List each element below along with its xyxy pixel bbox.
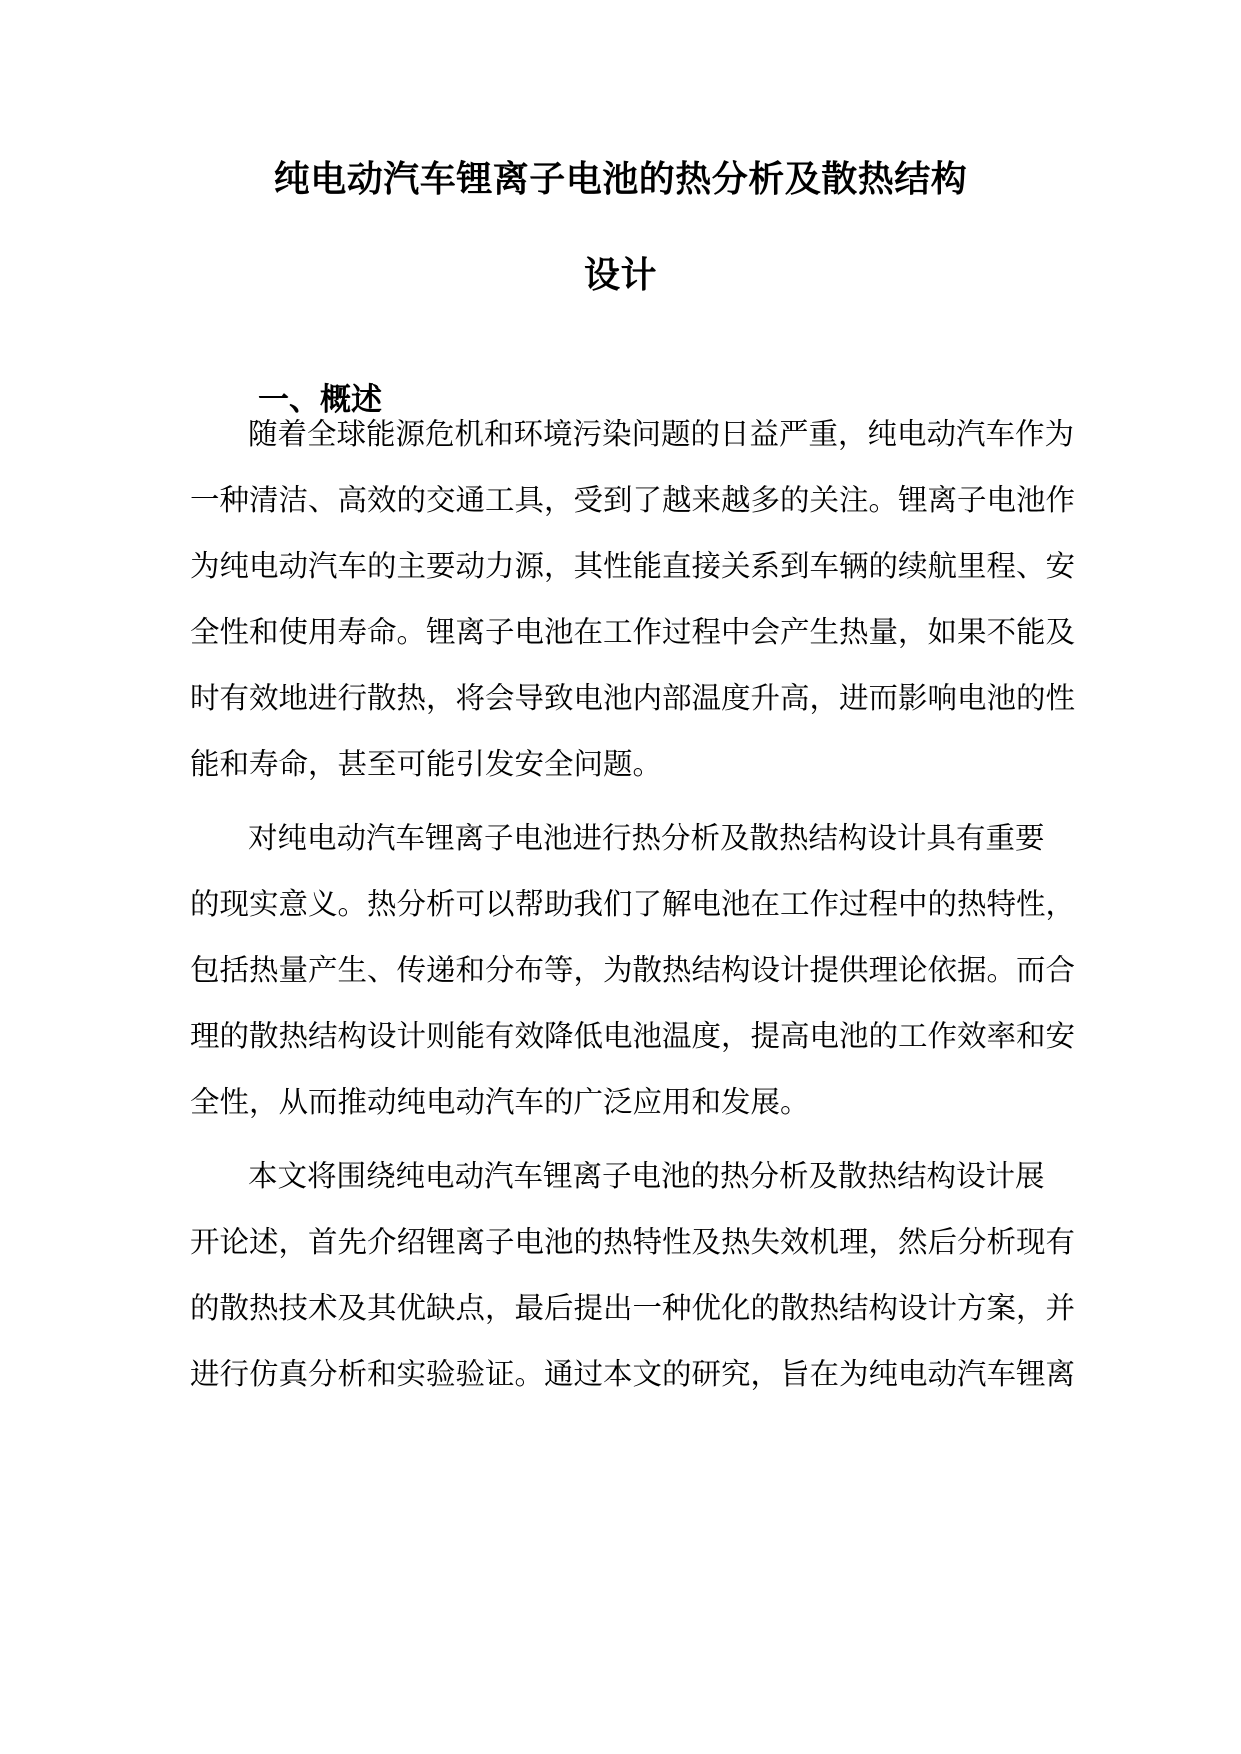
paragraph-2-line-1: 对纯电动汽车锂离子电池进行热分析及散热结构设计具有重要 (248, 821, 1045, 855)
paragraph-3-line-1: 本文将围绕纯电动汽车锂离子电池的热分析及散热结构设计展 (248, 1159, 1045, 1193)
paragraph-1-line-1: 随着全球能源危机和环境污染问题的日益严重，纯电动汽车作为 (248, 417, 1075, 451)
paragraph-1-line-4: 全性和使用寿命。锂离子电池在工作过程中会产生热量，如果不能及 (190, 615, 1076, 649)
paragraph-2-line-2: 的现实意义。热分析可以帮助我们了解电池在工作过程中的热特性， (190, 887, 1076, 921)
document-title-line-1: 纯电动汽车锂离子电池的热分析及散热结构 (273, 159, 968, 200)
paragraph-1-line-6: 能和寿命，甚至可能引发安全问题。 (190, 747, 663, 781)
paragraph-2-line-3: 包括热量产生、传递和分布等，为散热结构设计提供理论依据。而合 (190, 953, 1076, 987)
paragraph-2-line-4: 理的散热结构设计则能有效降低电池温度，提高电池的工作效率和安 (190, 1019, 1076, 1053)
section-heading: 一、概述 (258, 382, 382, 418)
paragraph-2-line-5: 全性，从而推动纯电动汽车的广泛应用和发展。 (190, 1085, 810, 1119)
paragraph-3-line-4: 进行仿真分析和实验验证。通过本文的研究，旨在为纯电动汽车锂离 (190, 1357, 1076, 1391)
paragraph-3-line-3: 的散热技术及其优缺点，最后提出一种优化的散热结构设计方案，并 (190, 1291, 1076, 1325)
paragraph-1-line-2: 一种清洁、高效的交通工具，受到了越来越多的关注。锂离子电池作 (190, 483, 1076, 517)
document-title-line-2: 设计 (583, 255, 657, 296)
paragraph-1-line-3: 为纯电动汽车的主要动力源，其性能直接关系到车辆的续航里程、安 (190, 549, 1076, 583)
paragraph-3-line-2: 开论述，首先介绍锂离子电池的热特性及热失效机理，然后分析现有 (190, 1225, 1076, 1259)
paragraph-1-line-5: 时有效地进行散热，将会导致电池内部温度升高，进而影响电池的性 (190, 681, 1076, 715)
